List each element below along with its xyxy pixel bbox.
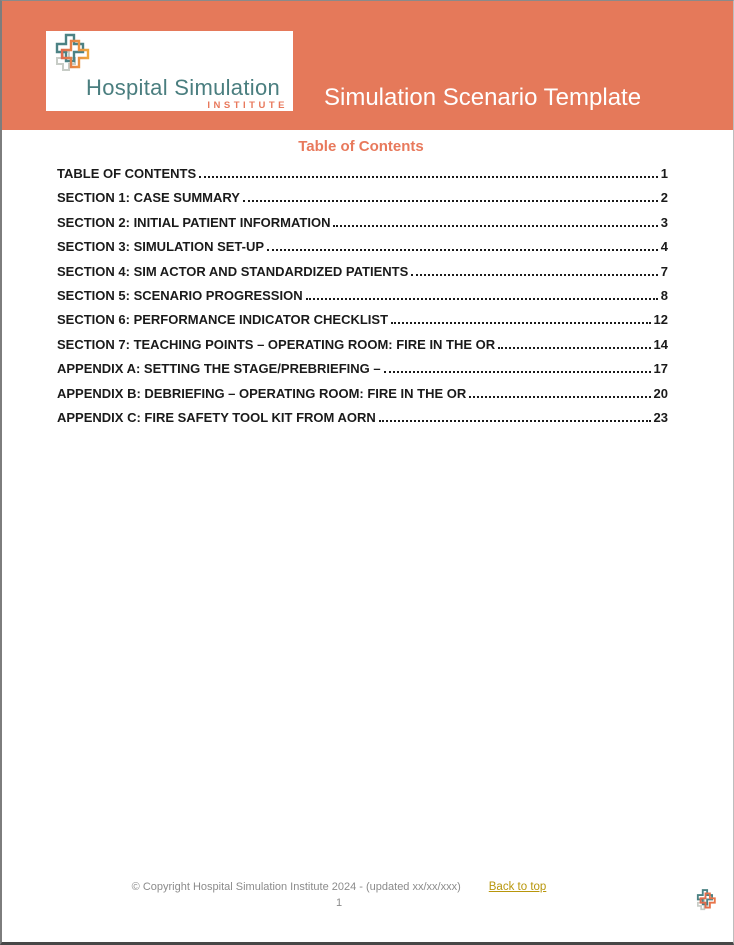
logo-name: Hospital Simulation xyxy=(86,75,281,100)
toc-entry[interactable] xyxy=(57,333,668,357)
toc-entry-page-number: 12 xyxy=(653,312,668,328)
toc-entry[interactable] xyxy=(57,162,668,186)
toc-dot-leader xyxy=(243,200,658,202)
toc-dot-leader xyxy=(384,371,651,373)
toc-list xyxy=(57,162,668,430)
toc-entry[interactable] xyxy=(57,260,668,284)
toc-entry-label: TABLE OF CONTENTS xyxy=(57,166,197,181)
toc-entry[interactable] xyxy=(57,308,668,332)
toc-entry-page-number: 20 xyxy=(653,385,668,401)
page-number: 1 xyxy=(335,897,343,909)
toc-entry-page-number: 1 xyxy=(660,166,668,181)
hospital-cross-icon xyxy=(695,889,716,912)
toc-entry-page-number: 3 xyxy=(660,214,668,230)
toc-entry-label: APPENDIX B: DEBRIEFING – OPERATING ROOM: FIRE IN THE OR xyxy=(57,385,467,401)
back-to-top-link[interactable]: Back to top xyxy=(488,881,547,893)
toc-dot-leader xyxy=(498,347,650,349)
page-footer xyxy=(2,877,676,909)
header-banner xyxy=(2,1,733,130)
toc-section xyxy=(2,138,733,430)
toc-entry-label: SECTION 1: CASE SUMMARY xyxy=(57,190,240,206)
toc-dot-leader xyxy=(379,420,651,422)
toc-entry-label: APPENDIX A: SETTING THE STAGE/PREBRIEFING – xyxy=(57,361,381,377)
toc-entry[interactable] xyxy=(57,186,668,210)
toc-dot-leader xyxy=(199,176,658,178)
toc-entry[interactable] xyxy=(57,382,668,406)
toc-dot-leader xyxy=(306,298,658,300)
toc-entry-label: SECTION 4: SIM ACTOR AND STANDARDIZED PATIENTS xyxy=(57,263,409,279)
toc-entry-page-number: 23 xyxy=(653,409,668,425)
toc-entry-label: SECTION 5: SCENARIO PROGRESSION xyxy=(57,287,303,303)
toc-entry-label: SECTION 7: TEACHING POINTS – OPERATING ROOM: FIRE IN THE OR xyxy=(57,336,496,352)
toc-entry-page-number: 14 xyxy=(653,336,668,352)
toc-dot-leader xyxy=(391,322,651,324)
toc-dot-leader xyxy=(469,396,650,398)
toc-entry-page-number: 4 xyxy=(660,239,668,255)
toc-entry[interactable] xyxy=(57,211,668,235)
toc-heading: Table of Contents xyxy=(298,138,424,155)
toc-entry-page-number: 2 xyxy=(660,190,668,206)
toc-dot-leader xyxy=(333,225,657,227)
logo xyxy=(46,31,293,111)
toc-entry-label: SECTION 6: PERFORMANCE INDICATOR CHECKLIST xyxy=(57,312,389,328)
toc-entry-label: SECTION 2: INITIAL PATIENT INFORMATION xyxy=(57,214,331,230)
toc-entry-label: SECTION 3: SIMULATION SET-UP xyxy=(57,239,265,255)
toc-entry[interactable] xyxy=(57,406,668,430)
toc-entry[interactable] xyxy=(57,284,668,308)
toc-entry-page-number: 7 xyxy=(660,263,668,279)
toc-dot-leader xyxy=(267,249,658,251)
toc-entry-page-number: 17 xyxy=(653,361,668,377)
toc-entry-label: APPENDIX C: FIRE SAFETY TOOL KIT FROM AORN xyxy=(57,409,376,425)
copyright-text: © Copyright Hospital Simulation Institute 2024 - (updated xx/xx/xxx) xyxy=(131,881,461,893)
logo-subtitle: INSTITUTE xyxy=(207,100,288,111)
toc-entry[interactable] xyxy=(57,235,668,259)
document-title: Simulation Scenario Template xyxy=(324,84,642,111)
toc-entry[interactable] xyxy=(57,357,668,381)
toc-dot-leader xyxy=(411,274,658,276)
toc-entry-page-number: 8 xyxy=(660,287,668,303)
hospital-cross-icon xyxy=(52,33,90,75)
